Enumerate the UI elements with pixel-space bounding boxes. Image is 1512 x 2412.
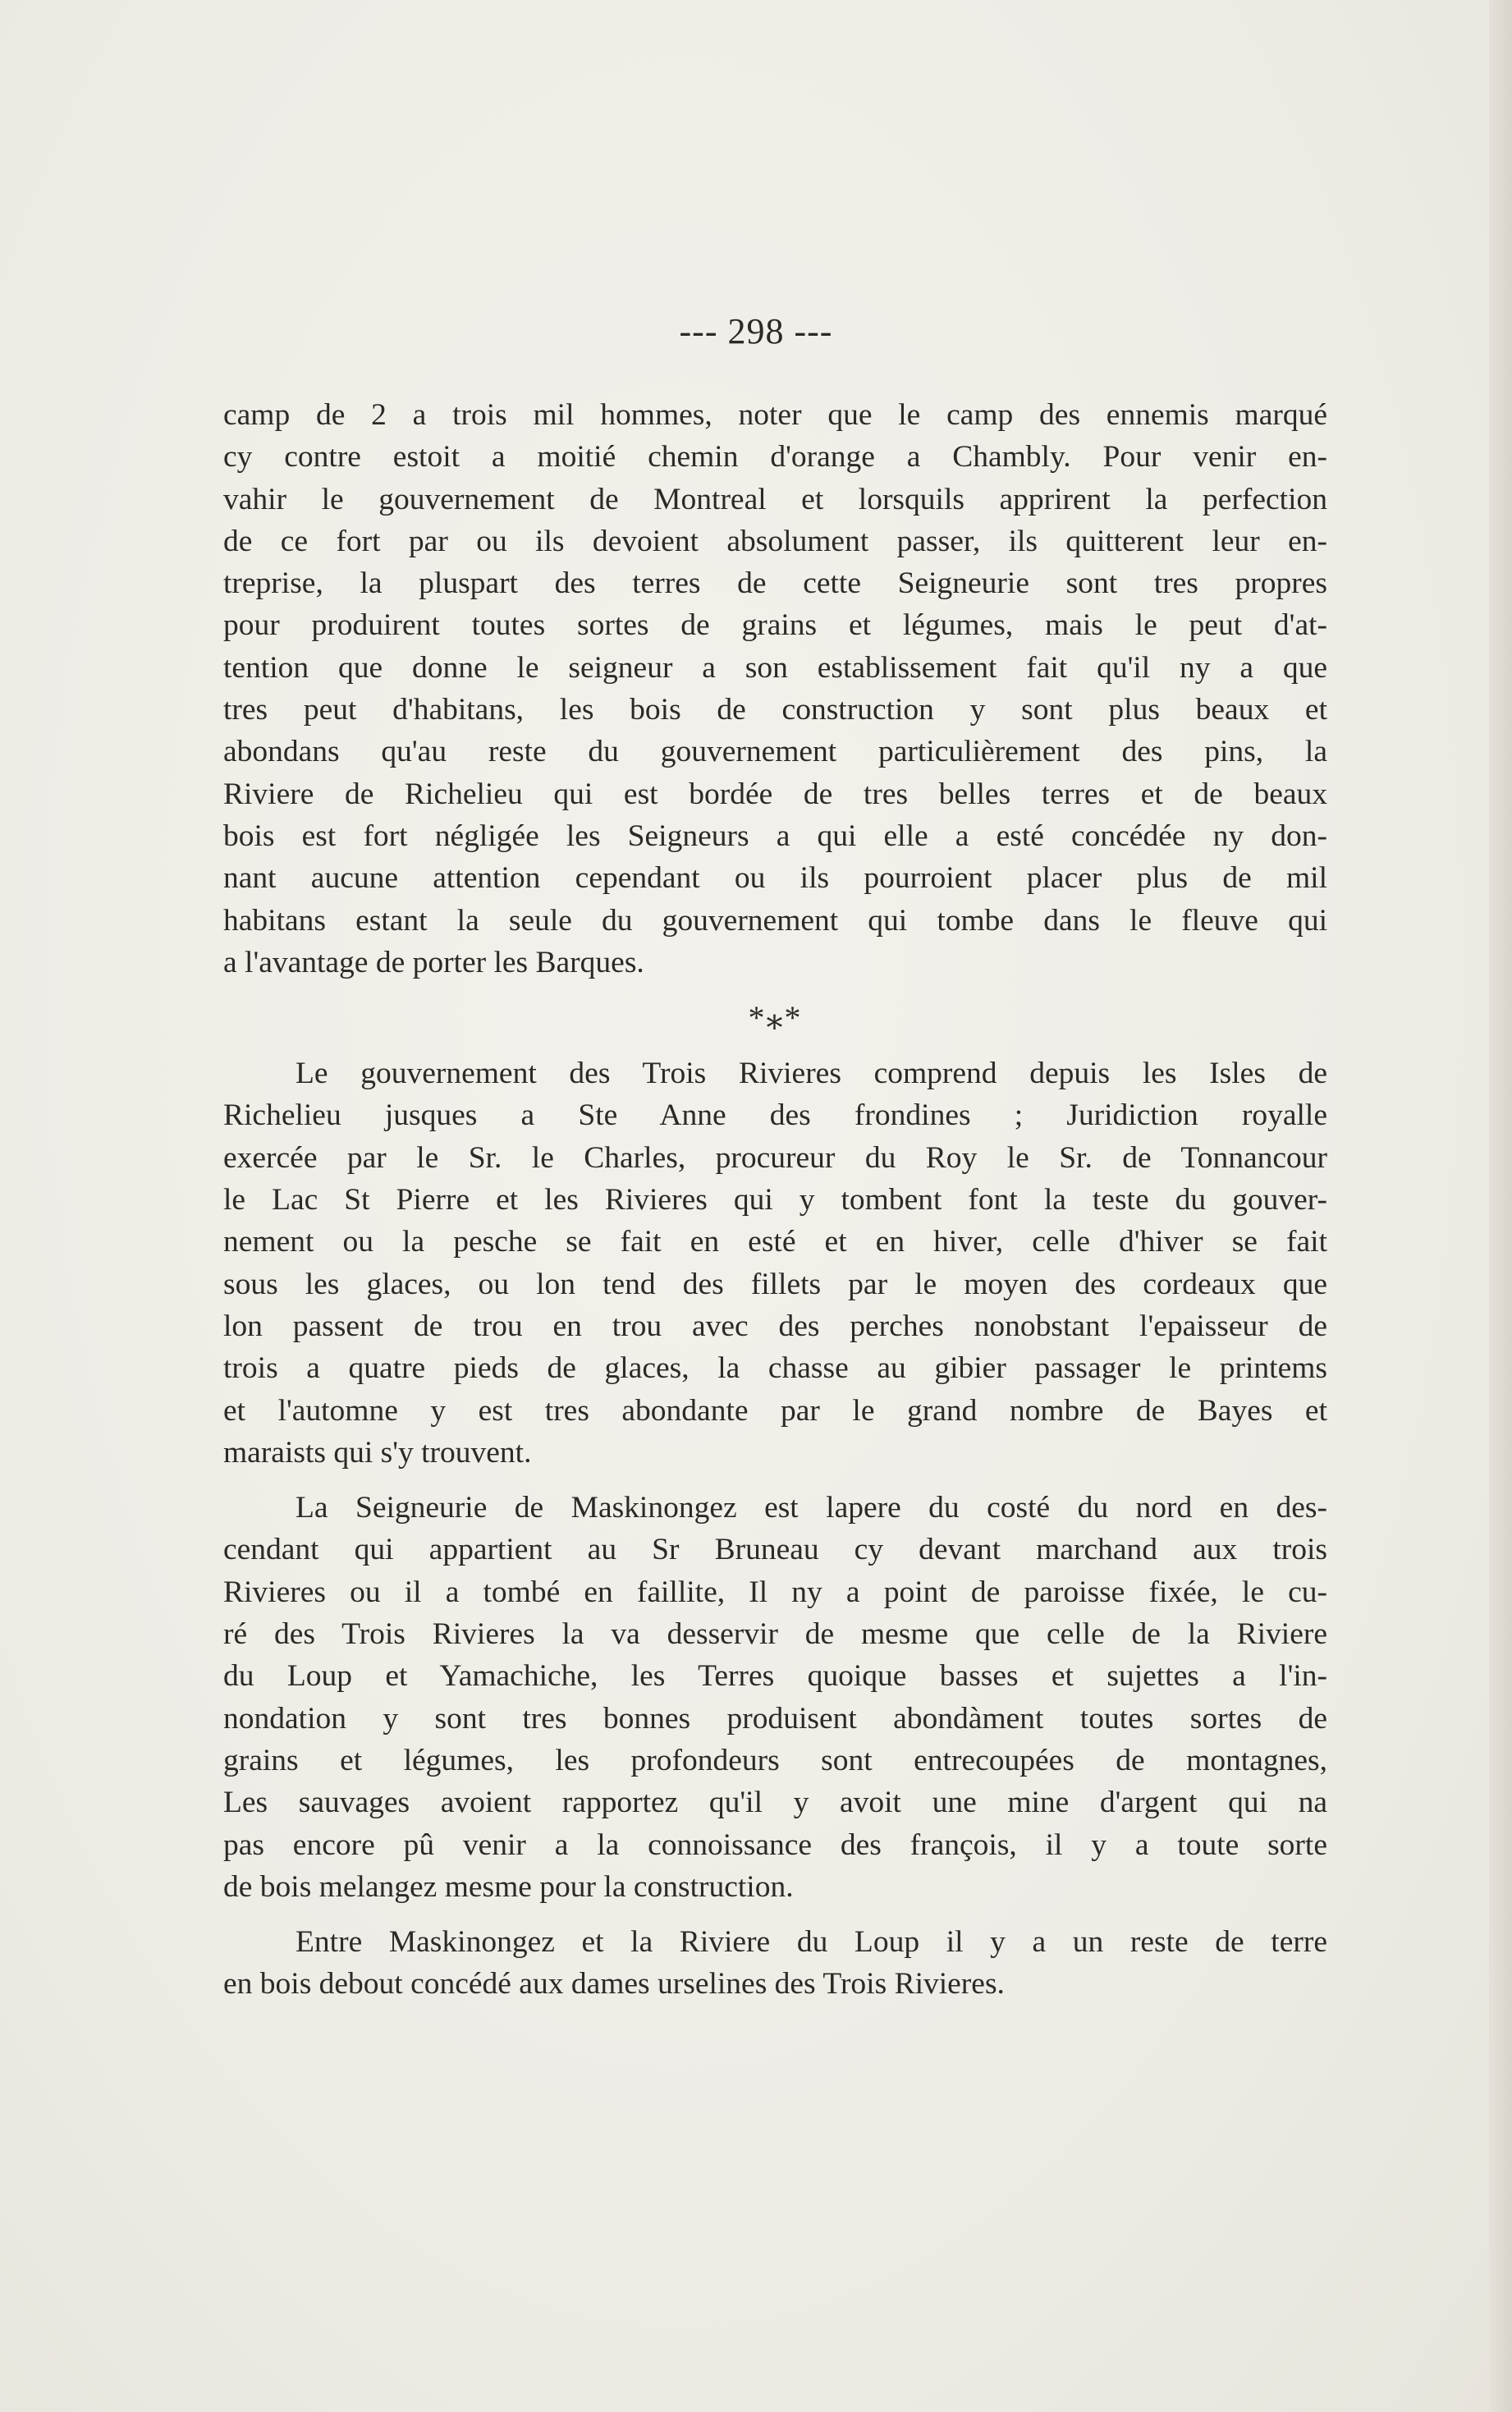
page-edge [1489,0,1512,2412]
text-line: Entre Maskinongez et la Riviere du Loup il y a un reste de terre [296,1925,1327,1960]
text-line: La Seigneurie de Maskinongez est lapere du costé du nord en des- [296,1491,1327,1525]
text-line: du Loup et Yamachiche, les Terres quoique basses et sujettes a l'in- [223,1659,1327,1694]
paragraph-gap [223,1908,1327,1921]
section-asterism: *⁎* [748,999,803,1037]
text-line: de bois melangez mesme pour la construction. [223,1869,794,1904]
paragraph [223,1487,1327,1908]
text-line: de ce fort par ou ils devoient absolument passer, ils quitterent leur en- [223,524,1327,558]
text-line: sous les glaces, ou lon tend des fillets par le moyen des cordeaux que [223,1267,1327,1301]
text-line: vahir le gouvernement de Montreal et lorsquils apprirent la perfection [223,482,1327,516]
text-line: exercée par le Sr. le Charles, procureur du Roy le Sr. de Tonnancour [223,1140,1327,1175]
text-line: en bois debout concédé aux dames urselines des Trois Rivieres. [223,1967,1005,2002]
text-line: maraists qui s'y trouvent. [223,1435,532,1470]
text-line: Richelieu jusques a Ste Anne des frondines ; Juridiction royalle [223,1098,1327,1133]
text-line: trois a quatre pieds de glaces, la chasse au gibier passager le printems [223,1351,1327,1386]
page-number: --- 298 --- [679,311,833,351]
text-line: pas encore pû venir a la connoissance des françois, il y a toute sorte [223,1827,1327,1862]
paragraph [223,1921,1327,2006]
text-line: pour produirent toutes sortes de grains et légumes, mais le peut d'at- [223,608,1327,643]
text-line: tention que donne le seigneur a son establissement fait qu'il ny a que [223,650,1327,685]
text-line: habitans estant la seule du gouvernement qui tombe dans le fleuve qui [223,903,1327,938]
text-line: lon passent de trou en trou avec des perches nonobstant l'epaisseur de [223,1309,1327,1343]
text-line: cy contre estoit a moitié chemin d'orange a Chambly. Pour venir en- [223,440,1327,475]
text-line: tres peut d'habitans, les bois de construction y sont plus beaux et [223,693,1327,727]
text-line: a l'avantage de porter les Barques. [223,945,644,979]
text-line: nant aucune attention cependant ou ils pourroient placer plus de mil [223,861,1327,896]
text-line: camp de 2 a trois mil hommes, noter que le camp des ennemis marqué [223,398,1327,432]
text-line: nondation y sont tres bonnes produisent abondàment toutes sortes de [223,1701,1327,1736]
text-line: abondans qu'au reste du gouvernement particulièrement des pins, la [223,735,1327,769]
text-line: nement ou la pesche se fait en esté et en hiver, celle d'hiver se fait [223,1225,1327,1259]
paragraph [223,1052,1327,1474]
paragraph-gap [223,1474,1327,1487]
text-line: Le gouvernement des Trois Rivieres comprend depuis les Isles de [296,1057,1327,1091]
text-line: et l'automne y est tres abondante par le grand nombre de Bayes et [223,1393,1327,1428]
text-line: grains et légumes, les profondeurs sont entrecoupées de montagnes, [223,1743,1327,1777]
text-line: cendant qui appartient au Sr Bruneau cy devant marchand aux trois [223,1533,1327,1567]
text-line: Rivieres ou il a tombé en faillite, Il ny a point de paroisse fixée, le cu- [223,1575,1327,1609]
text-line: bois est fort négligée les Seigneurs a qui elle a esté concédée ny don- [223,819,1327,853]
text-line: le Lac St Pierre et les Rivieres qui y tombent font la teste du gouver- [223,1183,1327,1217]
paragraph [223,394,1327,984]
body-text [223,394,1327,2006]
text-line: Les sauvages avoient rapportez qu'il y avoit une mine d'argent qui na [223,1786,1327,1820]
text-line: ré des Trois Rivieres la va desservir de mesme que celle de la Riviere [223,1617,1327,1652]
text-line: Riviere de Richelieu qui est bordée de tres belles terres et de beaux [223,777,1327,811]
text-line: treprise, la pluspart des terres de cette Seigneurie sont tres propres [223,566,1327,601]
